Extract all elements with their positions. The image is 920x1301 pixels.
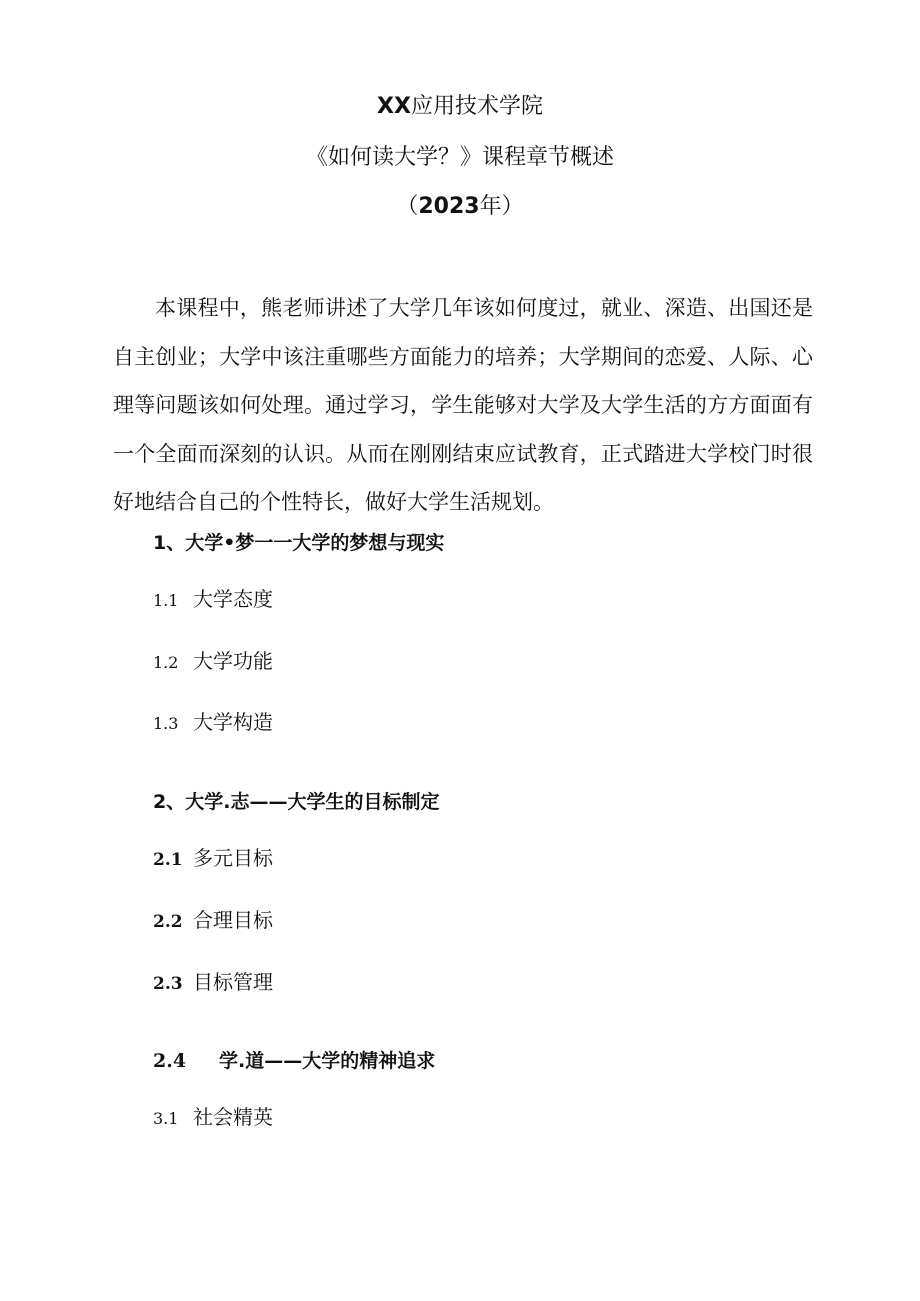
- heading-label: 学.道——大学的精神追求: [219, 1050, 436, 1072]
- item-label: 社会精英: [193, 1105, 273, 1129]
- year-close: 年）: [479, 194, 524, 219]
- item-number: 2.3: [153, 974, 183, 994]
- year-open: （: [396, 194, 419, 219]
- item-number: 2.2: [153, 912, 183, 932]
- intro-line: 门时很好地结合自己的个性特长，做好大学生活规划。: [113, 441, 813, 514]
- section-item: [153, 845, 273, 873]
- title-rest: 应用技术学院: [410, 94, 543, 119]
- item-number: 1.3: [153, 714, 179, 733]
- item-number: 3.1: [153, 1109, 179, 1128]
- section-heading-3: [153, 1048, 435, 1074]
- section-item: [153, 709, 273, 737]
- document-title: [0, 92, 920, 122]
- intro-line: 本课程中，熊老师讲述了大学几年该如何度过，就业、深造、出国还: [155, 296, 792, 320]
- heading-number: 2.4: [153, 1050, 187, 1072]
- item-number: 1.1: [153, 591, 179, 610]
- item-label: 多元目标: [193, 846, 273, 870]
- item-label: 大学态度: [193, 587, 273, 611]
- item-label: 大学构造: [193, 710, 273, 734]
- title-prefix: XX: [377, 94, 411, 119]
- section-item: [153, 648, 273, 676]
- intro-paragraph: [113, 284, 813, 527]
- section-item: [153, 586, 273, 614]
- intro-line: 是自主创业；大学中该注重哪些方面能力的培养；大学期间的恋爱、人际、: [113, 296, 813, 369]
- section-item: [153, 969, 273, 997]
- document-subtitle: 《如何读大学？》课程章节概述: [305, 145, 614, 170]
- year-number: 2023: [418, 194, 480, 219]
- intro-line: 面有一个全面而深刻的认识。从而在刚刚结束应试教育，正式踏进大学校: [113, 393, 813, 466]
- section-item: [153, 907, 273, 935]
- item-number: 1.2: [153, 653, 179, 672]
- section-heading-2: 2、大学.志——大学生的目标制定: [153, 791, 440, 813]
- item-label: 合理目标: [193, 908, 273, 932]
- intro-line: 心理等问题该如何处理。通过学习，学生能够对大学及大学生活的方方面: [113, 344, 813, 417]
- section-heading-1: 1、大学•梦一一大学的梦想与现实: [153, 532, 445, 554]
- item-number: 2.1: [153, 850, 183, 870]
- document-year: [0, 192, 920, 222]
- item-label: 目标管理: [193, 970, 273, 994]
- item-label: 大学功能: [193, 649, 273, 673]
- section-item: [153, 1104, 273, 1132]
